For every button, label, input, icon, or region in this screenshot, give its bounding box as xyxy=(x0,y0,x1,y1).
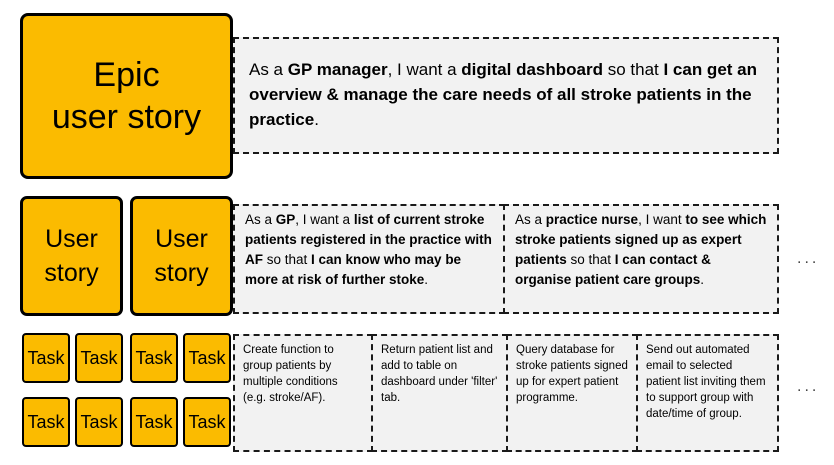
task-ellipsis: ... xyxy=(797,378,820,395)
task-box: Task xyxy=(183,333,231,383)
task-panel-4: Send out automated email to selected patient list inviting them to support group with date/time of group. xyxy=(636,334,779,452)
epic-label-line1: Epic xyxy=(93,56,160,94)
user-story-panel-2: As a practice nurse, I want to see which stroke patients signed up as expert patients so that I can contact & organise patient care groups. xyxy=(503,204,779,314)
story-ellipsis: ... xyxy=(797,250,820,267)
task-box: Task xyxy=(75,333,123,383)
task-panel-2: Return patient list and add to table on dashboard under 'filter' tab. xyxy=(371,334,508,452)
epic-label-line2: user story xyxy=(51,98,202,136)
task-box: Task xyxy=(75,397,123,447)
task-panel-3: Query database for stroke patients signed up for expert patient programme. xyxy=(506,334,638,452)
user-story-panel-1: As a GP, I want a list of current stroke patients registered in the practice with AF so that I can know who may be more at risk of further stoke. xyxy=(233,204,505,314)
user-story-box-2: User story xyxy=(130,196,233,316)
task-panel-1: Create function to group patients by multiple conditions (e.g. stroke/AF). xyxy=(233,334,373,452)
epic-user-story-box xyxy=(20,13,233,179)
epic-story-panel: As a GP manager, I want a digital dashboard so that I can get an overview & manage the care needs of all stroke patients in the practice. xyxy=(233,37,779,154)
task-box: Task xyxy=(22,397,70,447)
task-box: Task xyxy=(22,333,70,383)
task-box: Task xyxy=(130,333,178,383)
task-box: Task xyxy=(183,397,231,447)
user-story-box-1: User story xyxy=(20,196,123,316)
task-box: Task xyxy=(130,397,178,447)
